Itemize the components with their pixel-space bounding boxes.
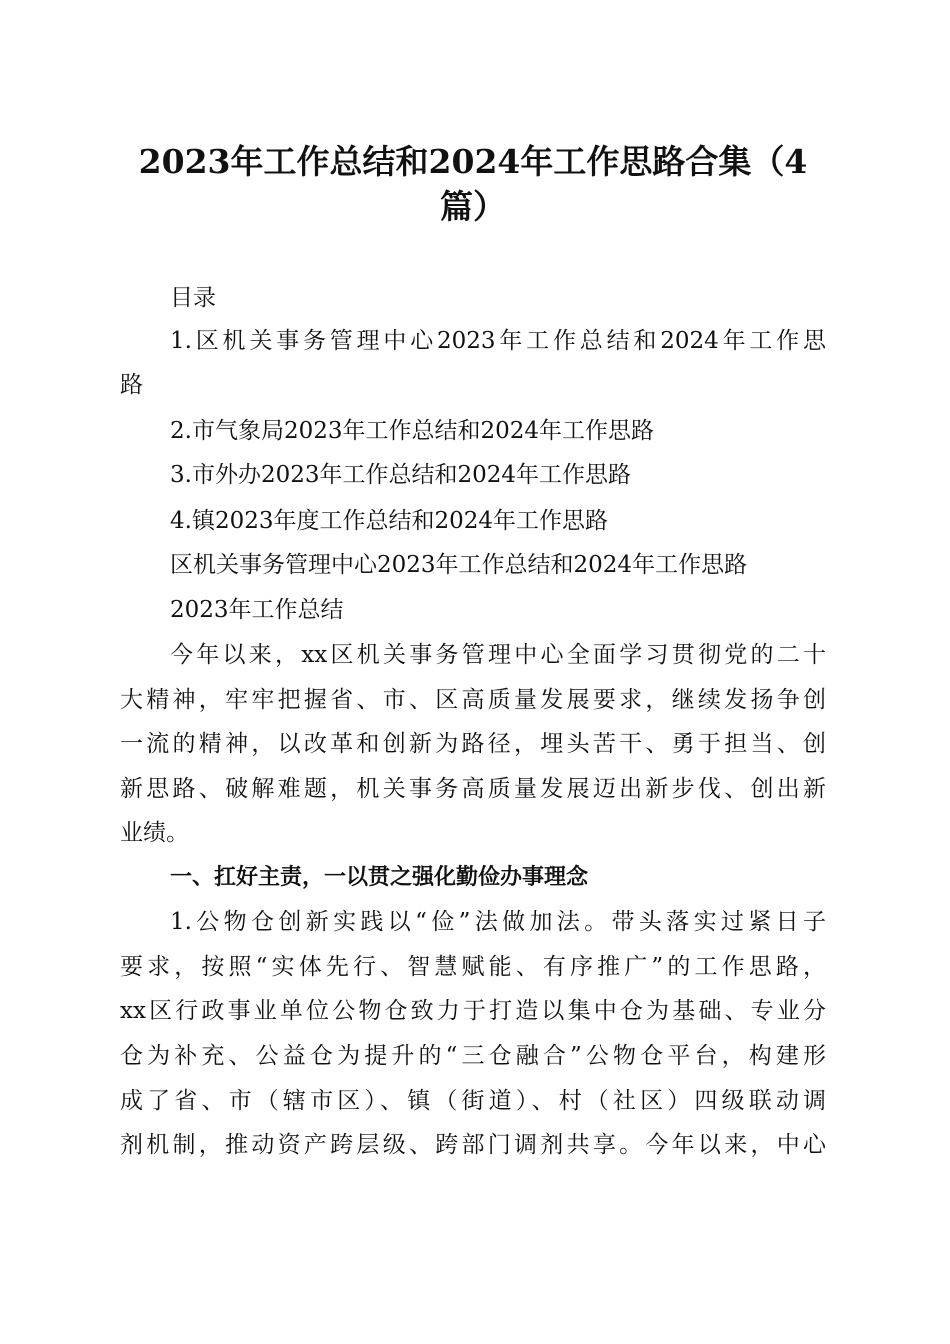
section-1-paragraph-line: 要求，按照“实体先行、智慧赋能、有序推广”的工作思路， (120, 954, 826, 980)
section-1-paragraph-line: 成了省、市（辖市区）、镇（街道）、村（社区）四级联动调 (120, 1088, 826, 1114)
document-title-line-1: 2023年工作总结和2024年工作思路合集（4 (138, 142, 808, 181)
article-title: 区机关事务管理中心2023年工作总结和2024年工作思路 (170, 552, 748, 578)
section-1-paragraph-line: 仓为补充、公益仓为提升的“三仓融合”公物仓平台，构建形 (120, 1043, 826, 1069)
toc-item-1-continued: 路 (120, 372, 143, 398)
intro-paragraph-line: 业绩。 (120, 820, 189, 846)
toc-item-2: 2.市气象局2023年工作总结和2024年工作思路 (170, 418, 655, 444)
toc-label: 目录 (170, 285, 216, 311)
toc-item-3: 3.市外办2023年工作总结和2024年工作思路 (170, 462, 632, 488)
toc-item-4: 4.镇2023年度工作总结和2024年工作思路 (170, 508, 609, 534)
section-1-paragraph-line: 1.公物仓创新实践以“俭”法做加法。带头落实过紧日子 (170, 909, 826, 935)
toc-item-1: 1.区机关事务管理中心2023年工作总结和2024年工作思 (170, 328, 826, 354)
intro-paragraph-line: 大精神，牢牢把握省、市、区高质量发展要求，继续发扬争创 (120, 687, 826, 713)
section-1-heading: 一、扛好主责，一以贯之强化勤俭办事理念 (170, 865, 589, 890)
document-title-line-2: 篇） (440, 187, 506, 226)
intro-paragraph-line: 新思路、破解难题，机关事务高质量发展迈出新步伐、创出新 (120, 776, 826, 802)
section-1-paragraph-line: xx区行政事业单位公物仓致力于打造以集中仓为基础、专业分 (120, 998, 826, 1024)
section-1-paragraph-line: 剂机制，推动资产跨层级、跨部门调剂共享。今年以来，中心 (120, 1132, 826, 1158)
article-subtitle: 2023年工作总结 (170, 597, 344, 623)
intro-paragraph-line: 今年以来，xx区机关事务管理中心全面学习贯彻党的二十 (170, 642, 826, 668)
intro-paragraph-line: 一流的精神，以改革和创新为路径，埋头苦干、勇于担当、创 (120, 731, 826, 757)
